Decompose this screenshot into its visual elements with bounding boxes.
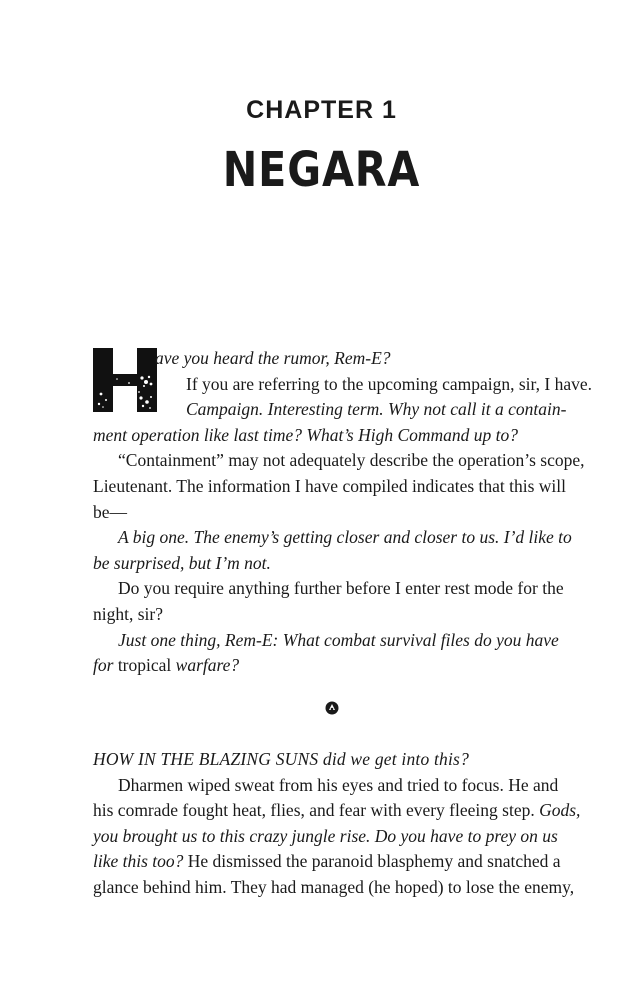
- text-line-mixed: [93, 798, 581, 824]
- text-span: He dismissed the paranoid blasphemy and snatched a: [183, 851, 561, 872]
- section-one: [93, 346, 593, 679]
- text-span: Gods,: [539, 800, 581, 821]
- chapter-label: CHAPTER 1: [246, 96, 397, 124]
- text-line: Lieutenant. The information I have compiled indicates that this will: [93, 475, 567, 496]
- text-line-mixed: [93, 653, 573, 679]
- text-span: his comrade fought heat, flies, and fear with every fleeing step.: [93, 800, 540, 821]
- text-line: glance behind him. They had managed (he hoped) to lose the enemy,: [93, 876, 575, 897]
- section-two: [93, 747, 581, 901]
- text-line: you brought us to this crazy jungle rise. Do you have to prey on us: [93, 825, 558, 846]
- text-line: ment operation like last time? What’s High Command up to?: [93, 424, 518, 445]
- text-span: for: [93, 655, 114, 676]
- text-span: like this too?: [93, 851, 184, 872]
- text-line: A big one. The enemy’s getting closer and closer to us. I’d like to: [118, 527, 572, 548]
- text-line: HOW IN THE BLAZING SUNS did we get into this?: [93, 749, 470, 769]
- text-line-mixed: [93, 849, 573, 875]
- text-line: night, sir?: [93, 603, 163, 624]
- text-line: Just one thing, Rem-E: What combat survival files do you have: [118, 629, 559, 650]
- text-line: Do you require anything further before I enter rest mode for the: [118, 578, 564, 599]
- text-span: tropical: [113, 655, 176, 676]
- section-break-ornament-icon: [325, 701, 339, 715]
- text-line: be—: [93, 501, 128, 522]
- text-line: If you are referring to the upcoming campaign, sir, I have.: [186, 373, 593, 394]
- text-line: ave you heard the rumor, Rem-E?: [155, 348, 391, 368]
- text-line: “Containment” may not adequately describe the operation’s scope,: [118, 450, 585, 471]
- text-line: be surprised, but I’m not.: [93, 552, 271, 573]
- text-line: Dharmen wiped sweat from his eyes and tried to focus. He and: [118, 774, 559, 795]
- text-span: warfare?: [175, 655, 240, 676]
- text-line: Campaign. Interesting term. Why not call it a contain-: [186, 399, 567, 420]
- chapter-title: NEGARA: [222, 142, 421, 198]
